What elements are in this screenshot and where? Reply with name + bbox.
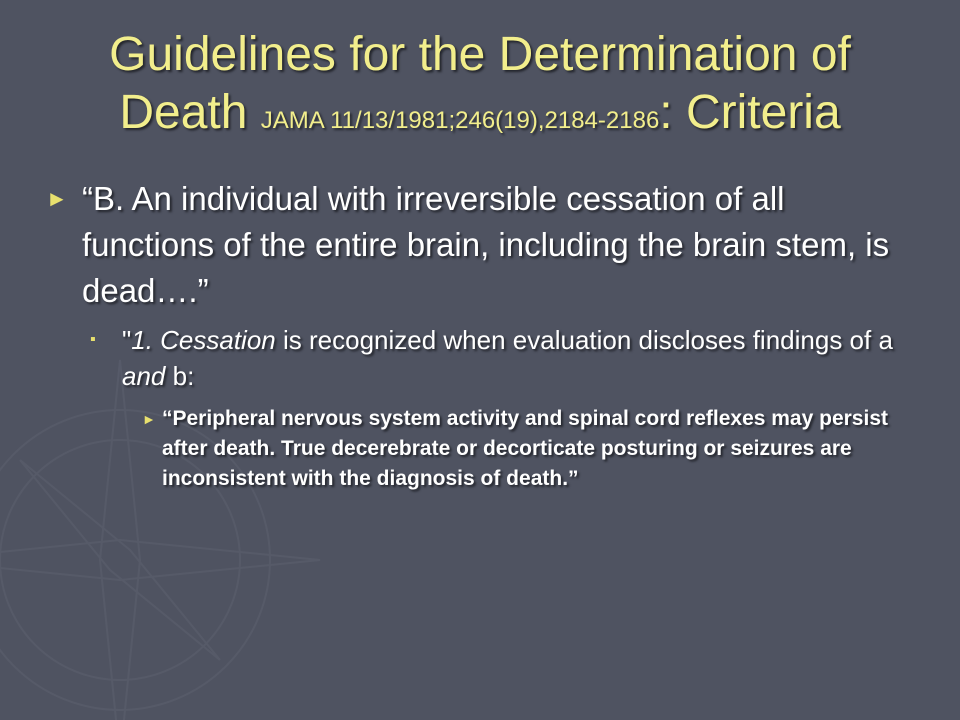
italic-cessation: 1. Cessation bbox=[131, 325, 276, 355]
title-citation: JAMA 11/13/1981;246(19),2184-2186 bbox=[260, 107, 660, 134]
title-suffix: : Criteria bbox=[659, 86, 841, 139]
bullet-text-level1: “B. An individual with irreversible cessation of all functions of the entire brain, including the brain stem, is dead….” bbox=[82, 180, 890, 309]
title-main: Guidelines for the Determination of Death bbox=[109, 28, 851, 139]
quote-mark: " bbox=[122, 325, 132, 355]
triangle-right-icon: ► bbox=[142, 411, 156, 427]
italic-and: and bbox=[122, 361, 166, 391]
slide-body bbox=[40, 176, 920, 494]
bullet-text-level2 bbox=[122, 325, 893, 391]
bullet-point-level2 bbox=[40, 322, 920, 394]
bullet-point-level3 bbox=[40, 404, 920, 494]
bullet-text-mid: is recognized when evaluation discloses findings of a bbox=[275, 325, 893, 355]
triangle-right-icon: ► bbox=[46, 186, 68, 211]
slide-title bbox=[40, 26, 920, 150]
bullet-text-suffix: b: bbox=[165, 361, 195, 391]
bullet-text-level3: “Peripheral nervous system activity and spinal cord reflexes may persist after death. True decerebrate or decorticate posturing or seizures are inconsistent with the diagnosis of death.” bbox=[162, 407, 888, 490]
bullet-point-level1 bbox=[40, 176, 920, 314]
square-icon: ▪ bbox=[90, 331, 96, 348]
